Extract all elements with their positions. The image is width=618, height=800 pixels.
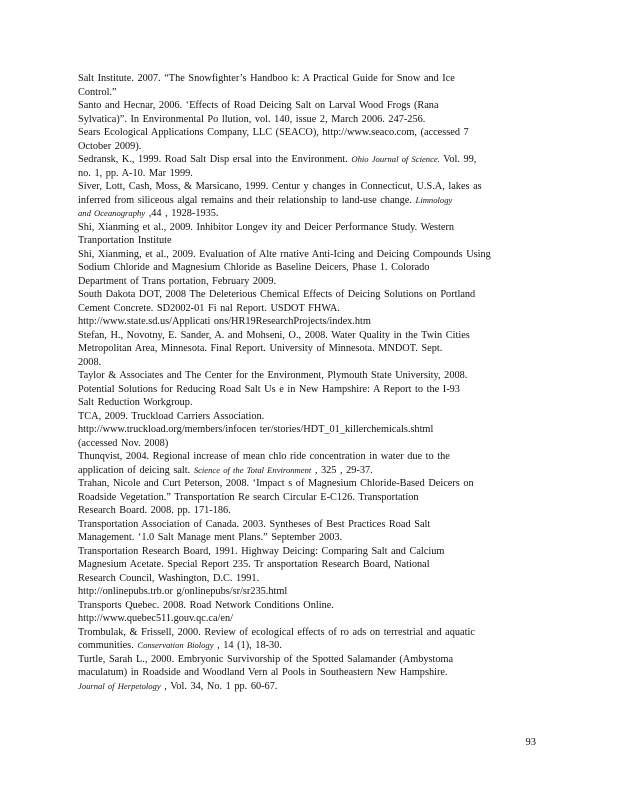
reference-line: Shi, Xianming et al., 2009. Inhibitor Longev ity and Deicer Performance Study. Western	[78, 221, 455, 233]
reference-line: Salt Reduction Workgroup.	[78, 397, 193, 408]
reference-entry	[78, 126, 530, 153]
journal-title: Journal of Herpetology	[78, 680, 161, 691]
journal-title: Limnology	[415, 194, 453, 205]
reference-entry	[78, 653, 530, 694]
reference-line: TCA, 2009. Truckload Carriers Association.	[78, 410, 265, 422]
journal-title: and Oceanography	[78, 208, 146, 218]
reference-text: , Vol. 34, No. 1 pp. 60-67.	[160, 680, 278, 692]
reference-line: Transportation Association of Canada. 2003. Syntheses of Best Practices Road Salt	[78, 518, 431, 530]
reference-line: Turtle, Sarah L., 2000. Embryonic Survivorship of the Spotted Salamander (Ambystoma	[78, 653, 454, 665]
reference-line	[78, 153, 530, 167]
reference-line	[78, 464, 530, 478]
reference-entry	[78, 288, 530, 329]
reference-line: maculatum) in Roadside and Woodland Vern al Pools in Southeastern New Hampshire.	[78, 667, 448, 678]
reference-line: Stefan, H., Novotny, E. Sander, A. and Mohseni, O., 2008. Water Quality in the Twin Cities	[78, 329, 470, 341]
reference-entry	[78, 153, 530, 180]
reference-line: Potential Solutions for Reducing Road Salt Us e in New Hampshire: A Report to the I-93	[78, 383, 460, 395]
reference-url[interactable]: http://www.state.sd.us/Applicati ons/HR19ResearchProjects/index.htm	[78, 316, 371, 327]
reference-line: October 2009).	[78, 140, 142, 152]
reference-line: Shi, Xianming, et al., 2009. Evaluation of Alte rnative Anti-Icing and Deicing Compounds Using	[78, 248, 491, 260]
reference-entry	[78, 599, 530, 626]
page-number: 93	[525, 737, 536, 748]
reference-line: Magnesium Acetate. Special Report 235. Tr ansportation Research Board, National	[78, 559, 430, 570]
reference-entry	[78, 477, 530, 518]
reference-line: Cement Concrete. SD2002-01 Fi nal Report. USDOT FHWA.	[78, 302, 340, 314]
reference-line: South Dakota DOT, 2008 The Deleterious Chemical Effects of Deicing Solutions on Portland	[78, 289, 476, 300]
reference-text: application of deicing salt.	[78, 464, 191, 476]
reference-entry	[78, 450, 530, 477]
reference-entry	[78, 329, 530, 370]
reference-text: Vol. 99,	[439, 154, 477, 165]
reference-line: Metropolitan Area, Minnesota. Final Report. University of Minnesota. MNDOT. Sept.	[78, 343, 443, 354]
reference-line: Thunqvist, 2004. Regional increase of mean chlo ride concentration in water due to the	[78, 451, 450, 462]
journal-title: Science of the Total Environment	[193, 464, 312, 475]
reference-line: Management. ‘1.0 Salt Manage ment Plans.” September 2003.	[78, 532, 343, 543]
reference-url[interactable]: http://www.truckload.org/members/infocen ter/stories/HDT_01_killerchemicals.shtml	[78, 424, 434, 435]
reference-line: Sodium Chloride and Magnesium Chloride as Baseline Deicers, Phase 1. Colorado	[78, 262, 430, 273]
reference-line: Siver, Lott, Cash, Moss, & Marsicano, 1999. Centur y changes in Connecticut, U.S.A, lakes as	[78, 181, 482, 192]
reference-line: Trombulak, & Frissell, 2000. Review of ecological effects of ro ads on terrestrial and aquatic	[78, 626, 475, 638]
reference-entry	[78, 545, 530, 599]
reference-line: Department of Trans portation, February 2009.	[78, 275, 277, 287]
reference-line: Tranportation Institute	[78, 235, 172, 246]
journal-title: Ohio Journal of Science.	[351, 154, 440, 164]
reference-entry	[78, 626, 530, 653]
reference-url[interactable]: http://www.quebec511.gouv.qc.ca/en/	[78, 613, 233, 624]
reference-line: Trahan, Nicole and Curt Peterson, 2008. ‘Impact s of Magnesium Chloride-Based Deicers on	[78, 478, 474, 489]
reference-line: Sears Ecological Applications Company, LLC (SEACO), http://www.seaco.com, (accessed 7	[78, 127, 469, 138]
reference-url[interactable]: http://onlinepubs.trb.or g/onlinepubs/sr/sr235.html	[78, 586, 288, 597]
reference-line: Taylor & Associates and The Center for the Environment, Plymouth State University, 2008.	[78, 370, 468, 381]
reference-line	[78, 639, 530, 653]
reference-entry	[78, 248, 530, 289]
reference-line: Salt Institute. 2007. “The Snowfighter’s Handboo k: A Practical Guide for Snow and Ice	[78, 73, 455, 84]
reference-text: communities.	[78, 640, 134, 651]
reference-line: Santo and Hecnar, 2006. ‘Effects of Road Deicing Salt on Larval Wood Frogs (Rana	[78, 100, 439, 111]
reference-entry	[78, 221, 530, 248]
reference-line: Research Board. 2008. pp. 171-186.	[78, 505, 231, 516]
reference-entry	[78, 518, 530, 545]
reference-text: Sedransk, K., 1999. Road Salt Disp ersal into the Environment.	[78, 154, 348, 165]
reference-line	[78, 207, 530, 221]
reference-text: , 325 , 29-37.	[311, 464, 373, 476]
reference-line	[78, 194, 530, 208]
reference-entry	[78, 410, 530, 451]
reference-line: Control.”	[78, 86, 117, 98]
reference-entry	[78, 180, 530, 221]
reference-line: 2008.	[78, 356, 102, 368]
reference-text: inferred from siliceous algal remains and their relationship to land-use change.	[78, 194, 412, 206]
reference-line: Transportation Research Board, 1991. Highway Deicing: Comparing Salt and Calcium	[78, 545, 445, 557]
reference-line: no. 1, pp. A-10. Mar 1999.	[78, 167, 193, 179]
reference-text: , 14 (1), 18-30.	[213, 640, 282, 651]
reference-list	[78, 72, 530, 693]
reference-line: Transports Quebec. 2008. Road Network Conditions Online.	[78, 599, 334, 611]
reference-line	[78, 680, 530, 694]
reference-line: (accessed Nov. 2008)	[78, 437, 169, 449]
reference-line: Sylvatica)”. In Environmental Po llution, vol. 140, issue 2, March 2006. 247-256.	[78, 113, 426, 125]
reference-entry	[78, 369, 530, 410]
reference-line: Roadside Vegetation.” Transportation Re search Circular E-C126. Transportation	[78, 491, 419, 503]
reference-entry	[78, 99, 530, 126]
journal-title: Conservation Biology	[137, 640, 214, 650]
reference-text: ,44 , 1928-1935.	[145, 208, 219, 219]
reference-entry	[78, 72, 530, 99]
reference-line: Research Council, Washington, D.C. 1991.	[78, 572, 260, 584]
